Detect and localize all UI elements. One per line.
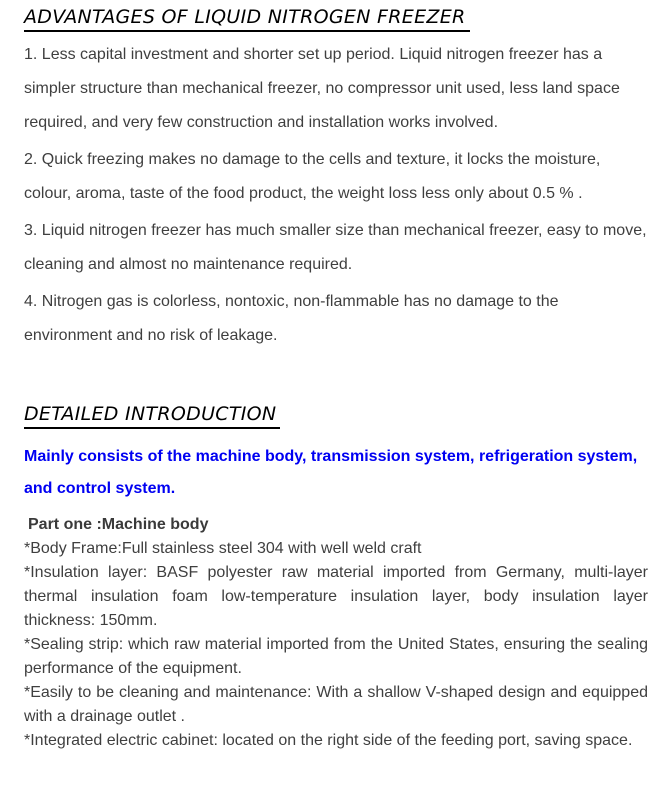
introduction-title [24,403,648,425]
advantage-paragraph-1: 1. Less capital investment and shorter set up period. Liquid nitrogen freezer has a simpler structure than mechanical freezer, no compressor unit used, less land space required, and very few construction and installation works involved. [24,46,620,131]
advantage-paragraph-3: 3. Liquid nitrogen freezer has much smaller size than mechanical freezer, easy to move, cleaning and almost no maintenance required. [24,222,647,273]
advantage-paragraph-4: 4. Nitrogen gas is colorless, nontoxic, non-flammable has no damage to the environment and no risk of leakage. [24,293,559,344]
advantages-title-text: ADVANTAGES OF LIQUID NITROGEN FREEZER [24,6,470,32]
advantage-paragraph-2: 2. Quick freezing makes no damage to the cells and texture, it locks the moisture, colour, aroma, taste of the food product, the weight loss less only about 0.5 % . [24,151,601,202]
advantages-title [24,6,648,28]
feature-item-sealing-strip: *Sealing strip: which raw material imported from the United States, ensuring the sealing performance of the equipment. [24,636,648,677]
feature-item-body-frame: *Body Frame:Full stainless steel 304 with well weld craft [24,540,422,557]
part-heading: Part one :Machine body [28,516,209,533]
feature-item-electric-cabinet: *Integrated electric cabinet: located on the right side of the feeding port, saving space. [24,732,633,749]
feature-item-insulation-layer: *Insulation layer: BASF polyester raw material imported from Germany, multi-layer thermal insulation foam low-temperature insulation layer, body insulation layer thickness: 150mm. [24,564,648,629]
lead-paragraph: Mainly consists of the machine body, transmission system, refrigeration system, and control system. [24,448,638,497]
feature-item-cleaning-maintenance: *Easily to be cleaning and maintenance: With a shallow V-shaped design and equipped with a drainage outlet . [24,684,648,725]
advantages-section [24,38,648,353]
features-list [24,537,648,753]
introduction-title-text: DETAILED INTRODUCTION [24,403,280,429]
